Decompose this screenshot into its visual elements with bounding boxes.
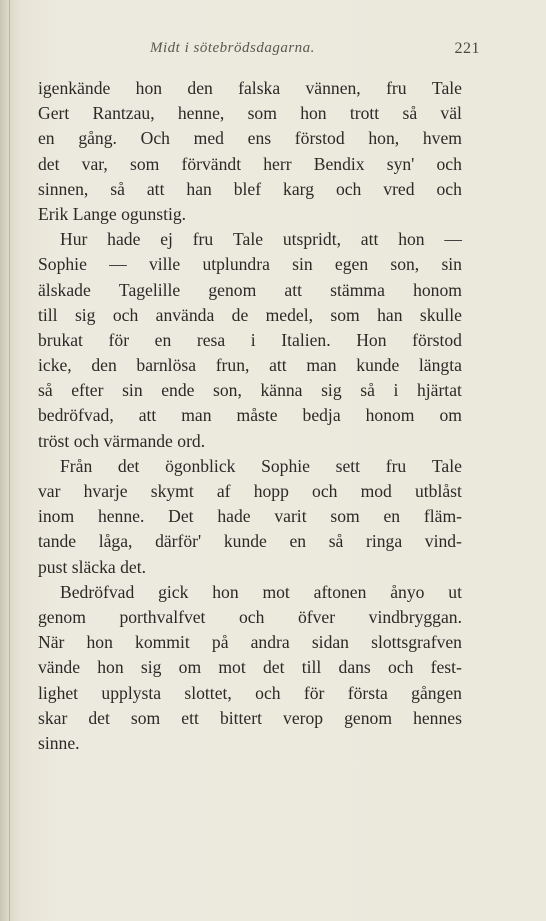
- word: sin: [441, 254, 462, 275]
- text-line: [38, 252, 462, 277]
- word: öfver: [297, 606, 336, 627]
- word: utblåst: [414, 481, 462, 501]
- word: blef: [233, 178, 262, 199]
- word: ånyo: [390, 581, 425, 602]
- word: känna: [260, 380, 303, 401]
- word: bedröfvad,: [38, 405, 114, 426]
- word: upplysta: [101, 682, 162, 703]
- text-line: [38, 353, 462, 378]
- word: dans: [338, 657, 371, 678]
- word: karg: [283, 178, 314, 199]
- word: i: [250, 329, 256, 350]
- word: det: [262, 657, 285, 678]
- text-line: [38, 278, 462, 303]
- word: och: [388, 657, 414, 678]
- word: bittert: [219, 707, 262, 728]
- word: för: [303, 682, 325, 703]
- word: den: [91, 355, 117, 376]
- word: sin: [292, 254, 313, 275]
- word: vindbryggan.: [368, 606, 462, 627]
- word: Tale: [233, 229, 264, 250]
- word: När: [38, 632, 65, 653]
- word: inom: [38, 506, 75, 527]
- word: var,: [81, 153, 108, 174]
- word: medel,: [265, 304, 314, 325]
- word: så: [360, 380, 375, 401]
- word: Från: [60, 455, 93, 476]
- text-line: [38, 101, 462, 126]
- text-line: [38, 706, 462, 731]
- word: Hur: [60, 229, 88, 250]
- word: därför': [155, 531, 202, 552]
- word: en: [38, 128, 55, 149]
- word: som: [247, 103, 277, 124]
- word: fläm-: [423, 506, 462, 527]
- word: Det: [168, 506, 194, 527]
- word: om: [439, 405, 462, 426]
- word: sig: [321, 380, 342, 401]
- word: som: [330, 304, 360, 325]
- text-line: [38, 303, 462, 328]
- word: stämma: [330, 279, 385, 300]
- text-line: [38, 504, 462, 529]
- text-line: [38, 227, 462, 252]
- word: andra: [250, 632, 290, 653]
- word: så: [328, 531, 344, 552]
- word: som: [330, 506, 360, 527]
- word: så: [402, 103, 418, 124]
- word: fru: [192, 229, 214, 250]
- word: vände: [38, 657, 81, 678]
- word: en: [289, 531, 307, 552]
- word: Rantzau,: [92, 103, 155, 124]
- text-line: [38, 479, 462, 504]
- word: hon: [135, 78, 163, 98]
- word: Och: [140, 128, 170, 149]
- running-title: Midt i sötebrödsdagarna.: [150, 40, 315, 56]
- word: Hon: [356, 329, 387, 350]
- text-line: [38, 454, 462, 479]
- word: så: [110, 178, 125, 199]
- text-line: [38, 529, 462, 554]
- word: skulle: [419, 304, 462, 325]
- word: Bendix: [313, 153, 365, 174]
- text-line: [38, 403, 462, 428]
- word: använda: [155, 304, 215, 325]
- word: ett: [181, 707, 199, 728]
- word: kunde: [356, 355, 400, 376]
- word: att: [138, 405, 157, 426]
- text-line: [38, 681, 462, 706]
- word: honom: [365, 405, 415, 426]
- word: och: [335, 178, 362, 199]
- word: ville: [148, 254, 181, 275]
- word: hade: [217, 506, 251, 527]
- word: han: [377, 304, 403, 325]
- word: hon: [398, 229, 425, 250]
- word: sig: [140, 657, 162, 678]
- word: och: [255, 682, 281, 703]
- word: Gert: [38, 103, 70, 124]
- word: —: [109, 254, 127, 275]
- word: igenkände: [38, 78, 111, 98]
- word: vännen,: [305, 78, 361, 98]
- word: och: [312, 481, 338, 501]
- word: slottsgrafven: [371, 632, 462, 653]
- word: den: [187, 78, 213, 98]
- word: ogunstig.: [121, 203, 187, 224]
- word: ut: [448, 581, 462, 602]
- word: Italien.: [281, 329, 331, 350]
- word: syn': [386, 153, 415, 174]
- word: genom: [38, 606, 86, 627]
- word: de: [231, 304, 249, 325]
- word: Lange: [72, 203, 117, 224]
- word: falska: [238, 78, 281, 98]
- word: kunde: [223, 531, 267, 552]
- word: frun,: [215, 355, 250, 376]
- word: varit: [274, 506, 307, 527]
- word: sin: [122, 380, 143, 401]
- running-head: [150, 40, 480, 64]
- word: Bedröfvad: [60, 581, 135, 602]
- word: ord.: [177, 430, 206, 451]
- word: att: [269, 355, 287, 376]
- word: släcka: [71, 556, 116, 577]
- word: kommit: [135, 632, 190, 653]
- word: pust: [38, 556, 68, 577]
- text-line: [38, 76, 462, 101]
- word: ens: [247, 128, 272, 149]
- word: och: [112, 304, 139, 325]
- page-number: 221: [454, 40, 480, 57]
- word: utplundra: [202, 254, 270, 275]
- word: hon: [86, 632, 113, 653]
- word: förstod: [412, 329, 462, 350]
- word: tande: [38, 531, 77, 552]
- word: genom: [208, 279, 257, 300]
- word: att: [146, 178, 165, 199]
- text-line: [38, 126, 462, 151]
- word: Sophie: [261, 455, 310, 476]
- word: till: [38, 304, 58, 325]
- word: hvarje: [83, 481, 128, 501]
- word: fest-: [430, 657, 462, 678]
- body-text: [38, 76, 462, 756]
- word: hon,: [368, 128, 400, 149]
- word: skar: [38, 707, 68, 728]
- word: ende: [161, 380, 195, 401]
- word: på: [211, 632, 229, 653]
- word: så: [38, 380, 53, 401]
- word: lighet: [38, 682, 79, 703]
- text-line: [38, 655, 462, 680]
- word: älskade: [38, 279, 91, 300]
- word: hon: [300, 103, 327, 124]
- text-line: [38, 555, 462, 580]
- word: och: [436, 178, 462, 199]
- word: fru: [385, 455, 407, 476]
- page-gutter: [9, 0, 10, 921]
- word: det: [117, 455, 140, 476]
- text-line: [38, 580, 462, 605]
- word: värmande: [103, 430, 173, 451]
- word: bedja: [302, 405, 341, 426]
- word: son,: [213, 380, 242, 401]
- word: resa: [196, 329, 226, 350]
- word: måste: [236, 405, 278, 426]
- word: barnlösa: [136, 355, 197, 376]
- word: om: [178, 657, 202, 678]
- word: Tale: [431, 455, 462, 476]
- word: med: [193, 128, 224, 149]
- word: gången: [411, 682, 462, 703]
- text-line: [38, 378, 462, 403]
- word: hade: [107, 229, 141, 250]
- word: hjärtat: [416, 380, 462, 401]
- word: son,: [390, 254, 420, 275]
- text-line: [38, 731, 462, 756]
- word: man: [306, 355, 337, 376]
- word: som: [130, 707, 161, 728]
- word: fru: [386, 78, 407, 98]
- text-line: [38, 202, 462, 227]
- word: skymt: [150, 481, 194, 501]
- word: för: [108, 329, 130, 350]
- word: —: [444, 229, 462, 250]
- word: mod: [360, 481, 392, 501]
- word: herr: [263, 153, 292, 174]
- text-line: [38, 630, 462, 655]
- word: gång.: [78, 128, 117, 149]
- word: brukat: [38, 329, 83, 350]
- word: sinne.: [38, 732, 80, 753]
- word: tröst: [38, 430, 70, 451]
- word: sett: [335, 455, 361, 476]
- word: och: [73, 430, 100, 451]
- word: väl: [440, 103, 462, 124]
- word: han: [186, 178, 212, 199]
- word: förstod: [294, 128, 345, 149]
- word: ögonblick: [165, 455, 236, 476]
- word: genom: [344, 707, 393, 728]
- word: och: [239, 606, 265, 627]
- word: henne.: [97, 506, 145, 527]
- word: henne,: [177, 103, 225, 124]
- word: icke,: [38, 355, 72, 376]
- word: hopp: [253, 481, 289, 501]
- word: af: [216, 481, 231, 501]
- word: förvändt: [181, 153, 242, 174]
- text-line: [38, 152, 462, 177]
- word: utspridt,: [282, 229, 341, 250]
- word: hon: [212, 581, 239, 602]
- word: att: [284, 279, 303, 300]
- word: en: [154, 329, 172, 350]
- word: Sophie: [38, 254, 87, 275]
- word: slottet,: [184, 682, 232, 703]
- word: var: [38, 481, 61, 501]
- word: Tagelille: [118, 279, 181, 300]
- word: sidan: [311, 632, 349, 653]
- word: porthvalfvet: [119, 606, 206, 627]
- word: efter: [71, 380, 104, 401]
- word: gick: [158, 581, 189, 602]
- word: egen: [334, 254, 369, 275]
- text-line: [38, 429, 462, 454]
- word: det: [88, 707, 110, 728]
- text-line: [38, 177, 462, 202]
- word: sig: [74, 304, 96, 325]
- word: ej: [160, 229, 173, 250]
- word: honom: [413, 279, 462, 300]
- word: mot: [262, 581, 290, 602]
- word: och: [436, 153, 462, 174]
- word: ringa: [365, 531, 403, 552]
- word: aftonen: [313, 581, 367, 602]
- word: en: [383, 506, 401, 527]
- text-line: [38, 605, 462, 630]
- word: Erik: [38, 203, 69, 224]
- word: första: [347, 682, 388, 703]
- word: som: [129, 153, 160, 174]
- word: till: [301, 657, 322, 678]
- word: sinnen,: [38, 178, 89, 199]
- word: låga,: [98, 531, 133, 552]
- word: hvem: [422, 128, 462, 149]
- word: det: [38, 153, 60, 174]
- word: verop: [283, 707, 324, 728]
- word: att: [360, 229, 379, 250]
- word: i: [393, 380, 399, 401]
- word: man: [181, 405, 212, 426]
- word: längta: [418, 355, 462, 376]
- word: vind-: [424, 531, 462, 552]
- word: Tale: [431, 78, 462, 98]
- word: mot: [218, 657, 246, 678]
- text-line: [38, 328, 462, 353]
- word: vred: [383, 178, 415, 199]
- word: det.: [120, 556, 147, 577]
- word: trott: [349, 103, 380, 124]
- word: hon: [97, 657, 124, 678]
- word: hennes: [413, 707, 462, 728]
